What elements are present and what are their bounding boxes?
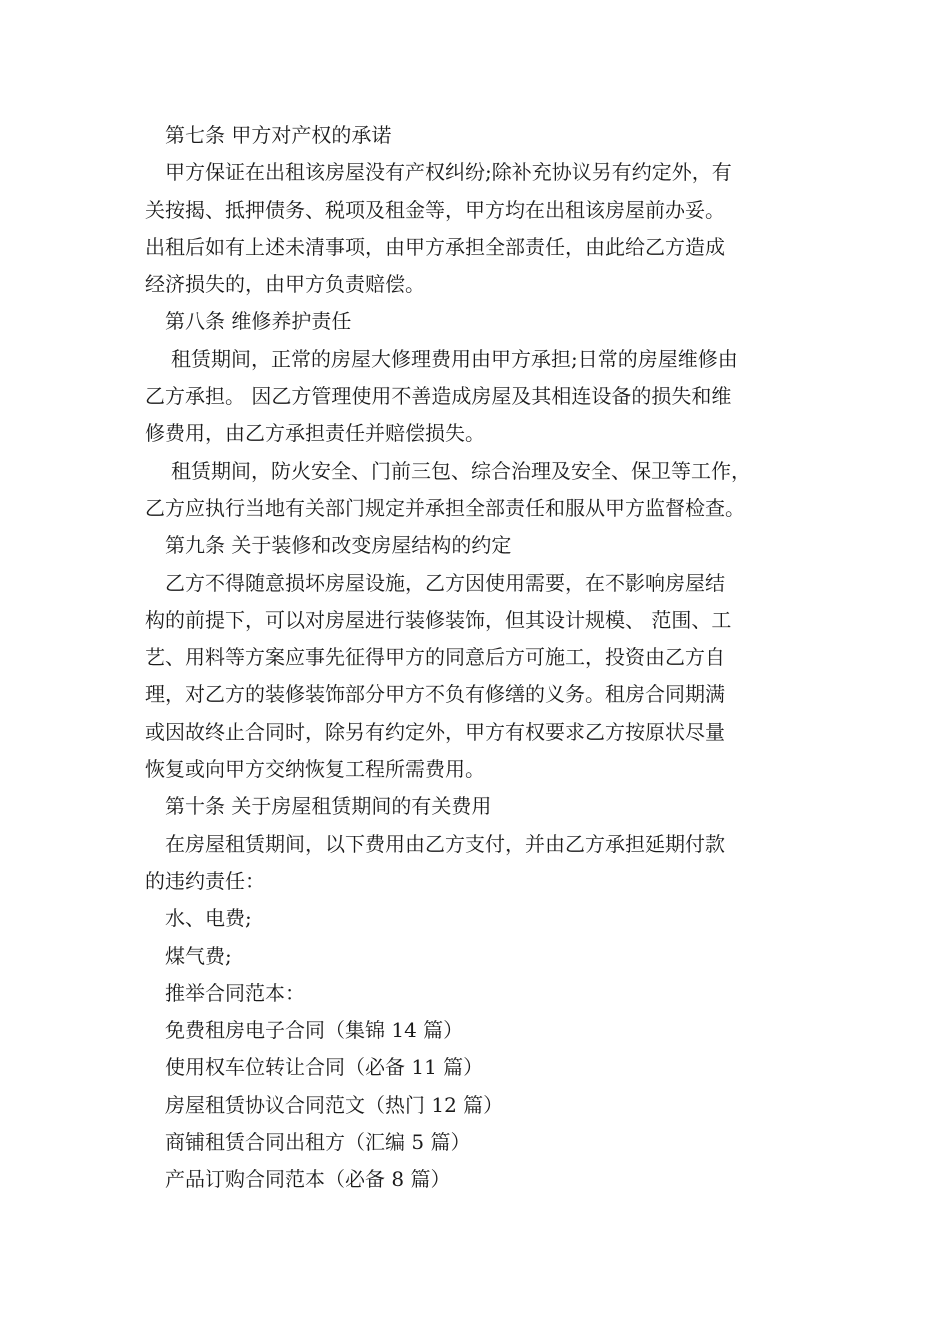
article-7: [145, 117, 810, 303]
article-10-line: 在房屋租赁期间，以下费用由乙方支付，并由乙方承担延期付款: [165, 831, 725, 856]
article-7-line: 甲方保证在出租该房屋没有产权纠纷;除补充协议另有约定外，有: [165, 160, 732, 185]
article-7-heading: 第七条 甲方对产权的承诺: [165, 123, 392, 147]
article-7-line: 经济损失的，由甲方负责赔偿。: [145, 272, 425, 297]
article-9: [145, 527, 810, 788]
article-8: [145, 303, 810, 527]
recommended-link[interactable]: 房屋租赁协议合同范文（热门 12 篇）: [165, 1092, 504, 1117]
article-9-line: 恢复或向甲方交纳恢复工程所需费用。: [145, 757, 485, 782]
recommended-link[interactable]: 使用权车位转让合同（必备 11 篇）: [165, 1055, 484, 1080]
article-9-line: 理，对乙方的装修装饰部分甲方不负有修缮的义务。租房合同期满: [145, 682, 725, 707]
article-9-line: 或因故终止合同时，除另有约定外，甲方有权要求乙方按原状尽量: [145, 719, 725, 744]
article-9-line: 构的前提下，可以对房屋进行装修装饰，但其设计规模、 范围、工: [145, 607, 732, 632]
article-10-line: 的违约责任：: [145, 868, 265, 893]
article-9-heading: 第九条 关于装修和改变房屋结构的约定: [165, 533, 512, 558]
recommended-title: 推举合同范本：: [165, 980, 305, 1005]
article-9-line: 乙方不得随意损坏房屋设施，乙方因使用需要，在不影响房屋结: [165, 570, 725, 595]
article-7-line: 关按揭、抵押债务、税项及租金等，甲方均在出租该房屋前办妥。: [145, 197, 725, 222]
article-8-line: 乙方应执行当地有关部门规定并承担全部责任和服从甲方监督检查。: [145, 495, 745, 520]
article-8-line: 乙方承担。 因乙方管理使用不善造成房屋及其相连设备的损失和维: [145, 384, 732, 409]
recommended-link[interactable]: 产品订购合同范本（必备 8 篇）: [165, 1167, 451, 1192]
article-8-line: 租赁期间，防火安全、门前三包、综合治理及安全、保卫等工作，: [171, 458, 751, 483]
article-8-line: 修费用，由乙方承担责任并赔偿损失。: [145, 421, 485, 446]
article-8-heading: 第八条 维修养护责任: [165, 309, 352, 334]
article-10-heading: 第十条 关于房屋租赁期间的有关费用: [165, 794, 492, 819]
fee-item: 水、电费;: [165, 906, 252, 931]
article-7-line: 出租后如有上述未清事项，由甲方承担全部责任，由此给乙方造成: [145, 234, 725, 259]
article-8-line: 租赁期间，正常的房屋大修理费用由甲方承担;日常的房屋维修由: [171, 346, 738, 371]
fee-item: 煤气费;: [165, 943, 232, 968]
recommended-link[interactable]: 免费租房电子合同（集锦 14 篇）: [165, 1018, 464, 1043]
article-10: [145, 788, 810, 974]
recommended-link[interactable]: 商铺租赁合同出租方（汇编 5 篇）: [165, 1130, 471, 1155]
article-9-line: 艺、用料等方案应事先征得甲方的同意后方可施工，投资由乙方自: [145, 645, 725, 670]
recommended-templates: [145, 975, 810, 1199]
